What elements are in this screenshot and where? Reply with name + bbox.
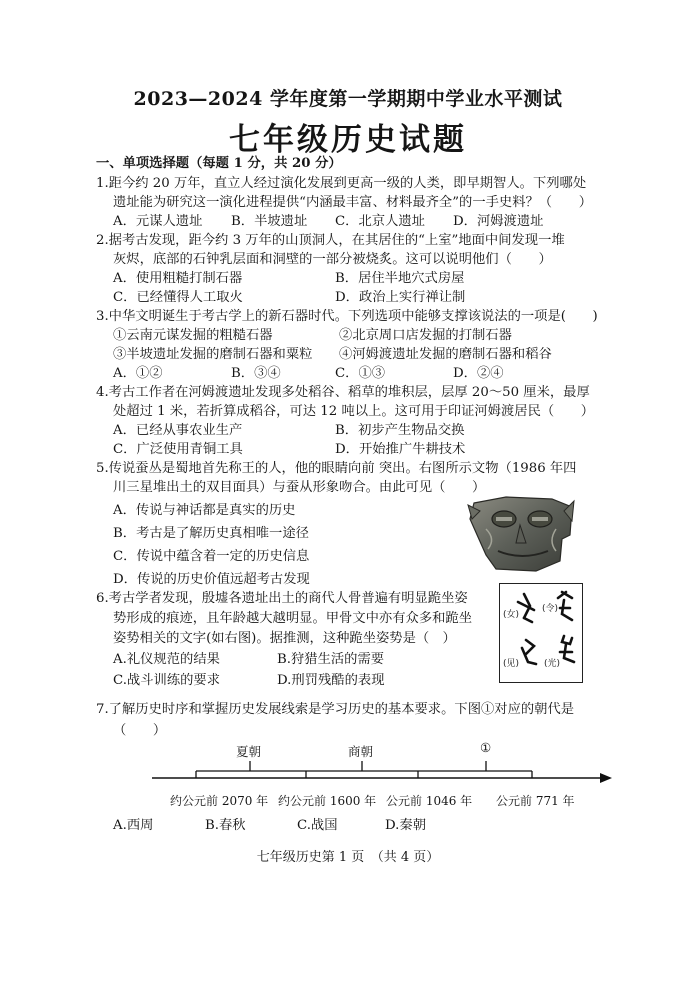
question-1-line-2: 遗址能为研究这一演化进程提供“内涵最丰富、材料最齐全”的一手史料？（ ） xyxy=(113,195,592,210)
question-7-line-2: （ ） xyxy=(113,723,167,738)
dynasty-timeline xyxy=(150,738,620,808)
option-d: D.秦朝 xyxy=(385,818,427,833)
oracle-label-ling: (令) xyxy=(542,604,559,614)
option-c: C.战斗训练的要求 xyxy=(113,673,221,688)
option-b: B.狩猎生活的需要 xyxy=(277,652,385,667)
question-4-line-2: 处超过 1 米，若折算成稻谷，可达 12 吨以上。这可用于印证河姆渡居民（ ） xyxy=(113,404,595,419)
question-6-line-2: 势形成的痕迹，且年龄越大越明显。甲骨文中亦有众多和跪坐 xyxy=(113,611,473,626)
option-a: A．使用粗糙打制石器 xyxy=(113,271,243,286)
question-5-option-a: A．传说与神话都是真实的历史 xyxy=(113,503,296,518)
bronze-mask-image xyxy=(466,489,576,575)
timeline-period-shang: 商朝 xyxy=(348,744,374,759)
option-d: D．开始推广牛耕技术 xyxy=(335,442,466,457)
question-5-option-b: B．考古是了解历史真相唯一途径 xyxy=(113,526,309,541)
timeline-period-1: ① xyxy=(480,740,492,755)
exam-title: 2023—2024 学年度第一学期期中学业水平测试 xyxy=(133,88,563,110)
option-b: B．③④ xyxy=(231,366,281,381)
timeline-date-1: 约公元前 2070 年 xyxy=(170,794,269,808)
question-1-line-1: 1.距今约 20 万年，直立人经过演化发展到更高一级的人类，即早期智人。下列哪处 xyxy=(96,176,587,191)
option-a: A.礼仪规范的结果 xyxy=(113,652,220,667)
oracle-label-nu: (女) xyxy=(503,610,520,620)
option-d: D．②④ xyxy=(453,366,504,381)
option-c: C．已经懂得人工取火 xyxy=(113,290,243,305)
option-a: A．元谋人遗址 xyxy=(113,214,203,229)
timeline-date-3: 公元前 1046 年 xyxy=(386,794,473,808)
question-3-line-3: ③半坡遗址发掘的磨制石器和粟粒 ④河姆渡遗址发掘的磨制石器和稻谷 xyxy=(113,347,552,362)
question-4-line-1: 4.考古工作者在河姆渡遗址发现多处稻谷、稻草的堆积层，层厚 20～50 厘米，最厚 xyxy=(96,385,590,400)
option-b: B．初步产生物品交换 xyxy=(335,423,465,438)
option-d: D．河姆渡遗址 xyxy=(453,214,544,229)
section-title: 一、单项选择题（每题 1 分，共 20 分） xyxy=(96,156,342,171)
option-b: B.春秋 xyxy=(205,818,246,833)
oracle-glyph-3 xyxy=(522,640,536,664)
timeline-period-xia: 夏朝 xyxy=(236,744,262,759)
question-5-option-d: D．传说的历史价值远超考古发现 xyxy=(113,572,310,587)
option-d: D．政治上实行禅让制 xyxy=(335,290,466,305)
oracle-glyph-1 xyxy=(518,594,534,622)
question-3-line-1: 3.中华文明诞生于考古学上的新石器时代。下列选项中能够支撑该说法的一项是( ) xyxy=(96,309,598,324)
question-3-line-2: ①云南元谋发掘的粗糙石器 ②北京周口店发掘的打制石器 xyxy=(113,328,512,343)
question-5-option-c: C．传说中蕴含着一定的历史信息 xyxy=(113,549,310,564)
option-c: C．①③ xyxy=(335,366,386,381)
oracle-bone-script-figure xyxy=(499,583,583,683)
subject-title: 七年级历史试题 xyxy=(229,122,467,158)
option-c: C．广泛使用青铜工具 xyxy=(113,442,243,457)
oracle-glyph-2 xyxy=(558,592,572,620)
question-2-line-2: 灰烬，底部的石钟乳层面和洞壁的一部分被烧炙。这可以说明他们（ ） xyxy=(113,252,552,267)
option-a: A．①② xyxy=(113,366,163,381)
question-2-line-1: 2.据考古发现，距今约 3 万年的山顶洞人，在其居住的“上室”地面中间发现一堆 xyxy=(96,233,565,248)
option-a: A．已经从事农业生产 xyxy=(113,423,243,438)
option-c: C．北京人遗址 xyxy=(335,214,425,229)
oracle-glyph-4 xyxy=(560,636,574,662)
option-a: A.西周 xyxy=(113,818,154,833)
timeline-date-4: 公元前 771 年 xyxy=(496,794,575,808)
oracle-label-jian: (见) xyxy=(503,659,520,669)
option-b: B．居住半地穴式房屋 xyxy=(335,271,465,286)
question-5-line-1: 5.传说蚕丛是蜀地首先称王的人，他的眼睛向前 突出。右图所示文物（1986 年四 xyxy=(96,461,577,476)
oracle-label-guang: (光) xyxy=(544,659,561,669)
question-7-line-1: 7.了解历史时序和掌握历史发展线索是学习历史的基本要求。下图①对应的朝代是 xyxy=(96,702,575,717)
question-5-line-2: 川三星堆出土的双目面具）与蚕从形象吻合。由此可见（ ） xyxy=(113,480,486,495)
option-b: B．半坡遗址 xyxy=(231,214,308,229)
question-6-line-3: 姿势相关的文字(如右图)。据推测，这种跪坐姿势是（ ） xyxy=(113,631,456,646)
page-footer: 七年级历史第 1 页 （共 4 页） xyxy=(256,850,440,865)
question-6-line-1: 6.考古学者发现，殷墟各遗址出土的商代人骨普遍有明显跪坐姿 xyxy=(96,591,468,606)
option-d: D.刑罚残酷的表现 xyxy=(277,673,385,688)
option-c: C.战国 xyxy=(297,818,338,833)
timeline-date-2: 约公元前 1600 年 xyxy=(278,794,377,808)
